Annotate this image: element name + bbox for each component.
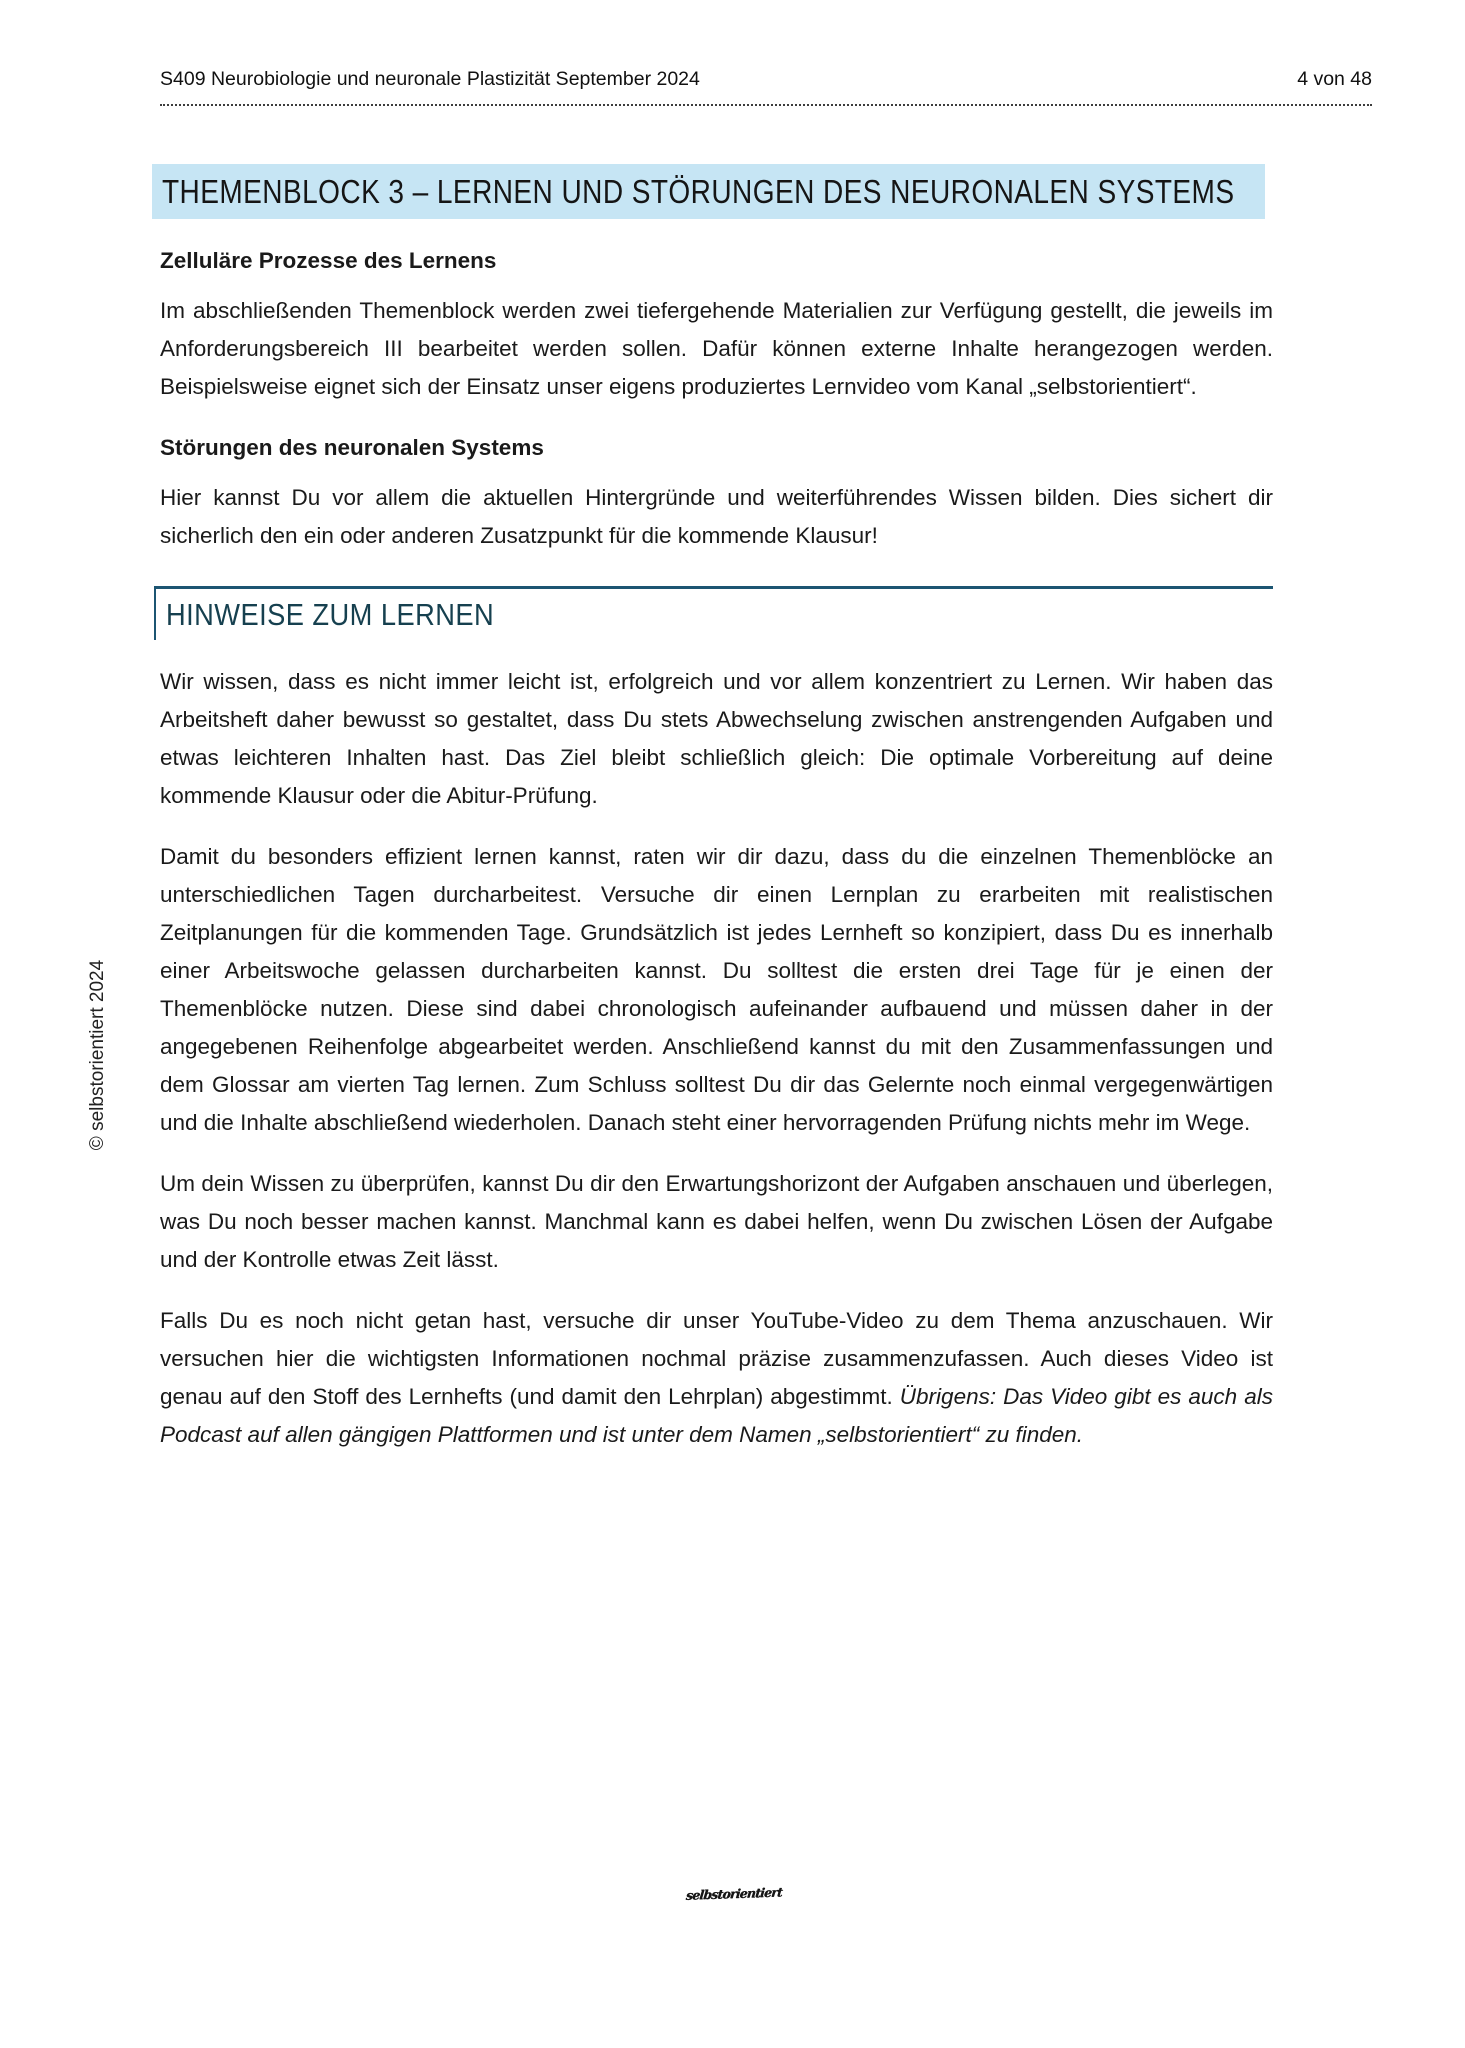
- heading-cellular-processes: Zelluläre Prozesse des Lernens: [160, 248, 497, 273]
- heading-neuronal-disorders: Störungen des neuronalen Systems: [160, 435, 544, 460]
- hints-paragraph-3: Um dein Wissen zu überprüfen, kannst Du dir den Erwartungshorizont der Aufgaben anschauen und überlegen, was Du noch besser machen kannst. Manchmal kann es dabei helfen, wenn Du zwischen Lösen der Aufgabe und der Kontrolle etwas Zeit lässt.: [160, 1171, 1273, 1272]
- hints-paragraph-4: [160, 1302, 1273, 1454]
- hints-paragraph-1: Wir wissen, dass es nicht immer leicht ist, erfolgreich und vor allem konzentriert zu Lernen. Wir haben das Arbeitsheft daher bewusst so gestaltet, dass Du stets Abwechselung zwischen anstrengenden Aufgaben und etwas leichteren Inhalten hast. Das Ziel bleibt schließlich gleich: Die optimale Vorbereitung auf deine kommende Klausur oder die Abitur-Prüfung.: [160, 669, 1273, 808]
- header-page-number: 4 von 48: [1297, 68, 1372, 90]
- themenblock-title: THEMENBLOCK 3 – LERNEN UND STÖRUNGEN DES NEURONALEN SYSTEMS: [162, 172, 1235, 210]
- page-header: [160, 0, 1372, 106]
- paragraph-neuronal-disorders: Hier kannst Du vor allem die aktuellen Hintergründe und weiterführendes Wissen bilden. Dies sichert dir sicherlich den ein oder anderen Zusatzpunkt für die kommende Klausur!: [160, 485, 1273, 548]
- paragraph-cellular-processes: Im abschließenden Themenblock werden zwei tiefergehende Materialien zur Verfügung gestellt, die jeweils im Anforderungsbereich III bearbeitet werden sollen. Dafür können externe Inhalte herangezogen werden. Beispielsweise eignet sich der Einsatz unser eigens produziertes Lernvideo vom Kanal „selbstorientiert“.: [160, 298, 1273, 399]
- hints-paragraph-4-italic: Übrigens: Das Video gibt es auch als Podcast auf allen gängigen Plattformen und ist unter dem Namen „selbstorientiert“ zu finden.: [160, 1384, 1273, 1447]
- hints-paragraph-4-regular: Falls Du es noch nicht getan hast, versuche dir unser YouTube-Video zu dem Thema anzuschauen. Wir versuchen hier die wichtigsten Informationen nochmal präzise zusammenzufassen. Auch dieses Video ist genau auf den Stoff des Lernhefts (und damit den Lehrplan) abgestimmt.: [160, 1308, 1273, 1409]
- document-body: [160, 246, 1273, 1454]
- hints-section-heading: HINWEISE ZUM LERNEN: [166, 597, 495, 632]
- hints-section-heading-box: [154, 586, 1273, 640]
- header-document-title: S409 Neurobiologie und neuronale Plastizität September 2024: [160, 68, 700, 90]
- themenblock-title-bar: [152, 164, 1265, 219]
- hints-paragraph-2: Damit du besonders effizient lernen kannst, raten wir dir dazu, dass du die einzelnen Themenblöcke an unterschiedlichen Tagen durcharbeitest. Versuche dir einen Lernplan zu erarbeiten mit realistischen Zeitplanungen für die kommenden Tage. Grundsätzlich ist jedes Lernheft so konzipiert, dass Du es innerhalb einer Arbeitswoche gelassen durcharbeiten kannst. Du solltest die ersten drei Tage für je einen der Themenblöcke nutzen. Diese sind dabei chronologisch aufeinander aufbauend und müssen daher in der angegebenen Reihenfolge abgearbeitet werden. Anschließend kannst du mit den Zusammenfassungen und dem Glossar am vierten Tag lernen. Zum Schluss solltest Du dir das Gelernte noch einmal vergegenwärtigen und die Inhalte abschließend wiederholen. Danach steht einer hervorragenden Prüfung nichts mehr im Wege.: [160, 844, 1273, 1135]
- selbstorientiert-logo: selbstorientiert: [685, 1884, 783, 1903]
- side-copyright-notice: © selbstorientiert 2024: [87, 959, 108, 1151]
